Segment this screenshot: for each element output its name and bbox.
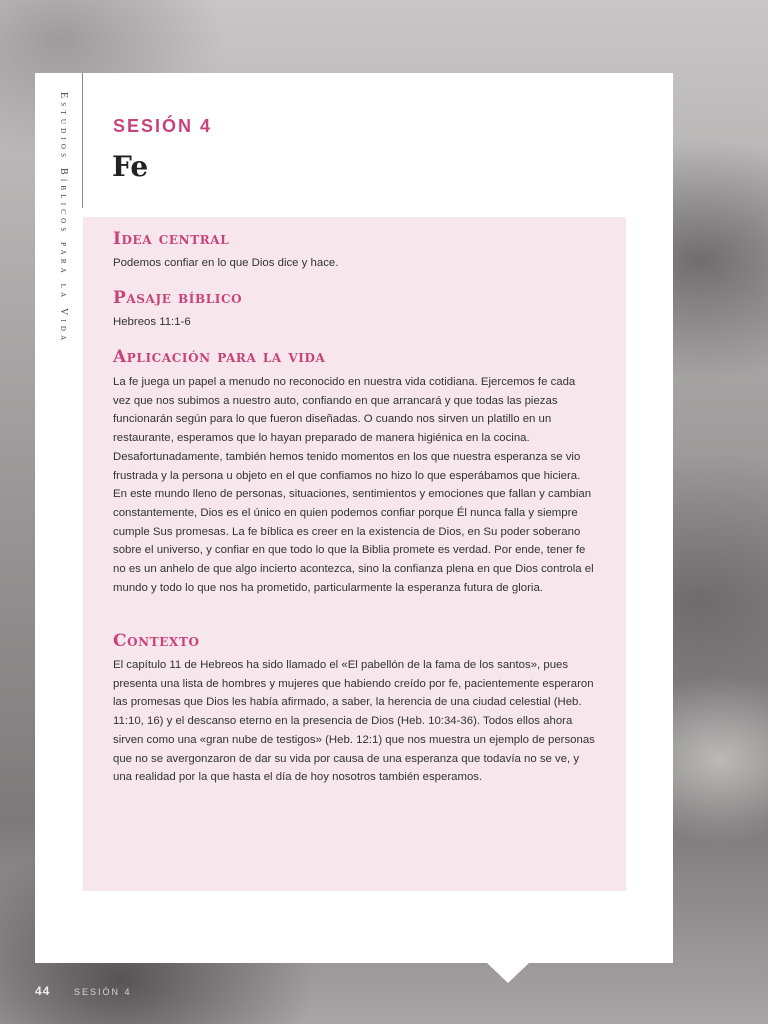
passage-text: Hebreos 11:1-6 [113,316,191,328]
page-title: Fe [112,150,149,183]
footer-section: SESIÓN 4 [74,987,132,997]
idea-heading: Idea central [113,229,230,249]
sidebar-divider [82,73,83,208]
page-number: 44 [35,984,51,998]
context-heading: Contexto [113,631,200,651]
context-text: El capítulo 11 de Hebreos ha sido llamado el «El pabellón de la fama de los santos», pues presenta una lista de hombres y mujeres que habiendo creído por fe, pacientemente esperaron las promesas que Dios les había afirmado, a saber, la herencia de una ciudad celestial (Heb. 11:10, 16) y el descanso eterno en la presencia de Dios (Heb. 10:34-36). Todos ellos ahora sirven como una «gran nube de testigos» (Heb. 12:1) que nos muestra un ejemplo de personas que no se avergonzaron de dar su vida por causa de una esperanza que todavía no se ve, y una realidad por la que hasta el día de hoy nosotros también esperamos. [113,659,595,784]
passage-heading: Pasaje bíblico [113,288,243,308]
session-label: SESIÓN 4 [113,116,213,136]
sidebar-title: Estudios Bíblicos para la Vida [58,92,69,345]
idea-text: Podemos confiar en lo que Dios dice y hace. [113,257,339,269]
page-notch [487,963,529,983]
application-text: La fe juega un papel a menudo no reconocido en nuestra vida cotidiana. Ejercemos fe cada vez que nos subimos a nuestro auto, confiando en que arrancará y que todas las piezas funcionarán según para lo que fueron diseñadas. O cuando nos sirven un platillo en un restaurante, esperamos que lo hayan preparado de manera higiénica en la cocina. Desafortunadamente, también hemos tenido momentos en los que nuestra esperanza se vio frustrada y la persona u objeto en el que confiamos no hizo lo que esperábamos que hiciera. En este mundo lleno de personas, situaciones, sentimientos y emociones que fallan y cambian constantemente, Dios es el único en quien podemos confiar porque Él nunca falla y siempre cumple Sus promesas. La fe bíblica es creer en la existencia de Dios, en Su poder soberano sobre el universo, y confiar en que todo lo que la Biblia promete es verdad. Por ende, tener fe no es un anhelo de que algo incierto acontezca, sino la confianza plena en que Dios controla el mundo y todo lo que nos ha prometido, particularmente la esperanza futura de gloria. [113,376,594,594]
application-heading: Aplicación para la vida [113,347,326,367]
